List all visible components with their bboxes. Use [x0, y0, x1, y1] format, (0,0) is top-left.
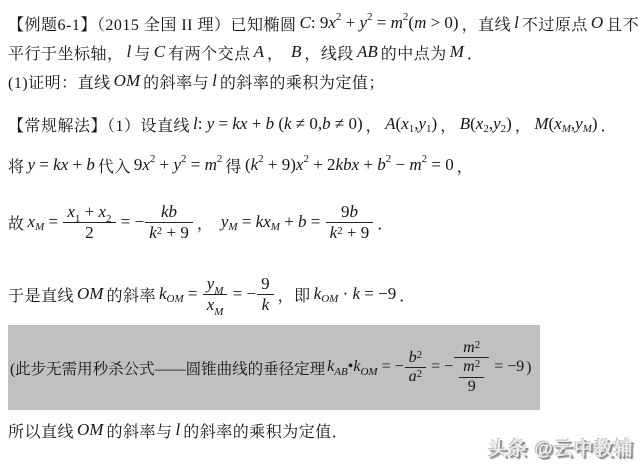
math-token: OM: [77, 284, 104, 303]
superscript: 2: [402, 11, 409, 23]
math-token: = 0: [427, 155, 454, 174]
math-token: x: [27, 212, 36, 231]
superscript: 2: [474, 338, 481, 351]
math-token: =: [372, 13, 391, 32]
text-segment: 的斜率的乘积为定值．: [183, 423, 349, 441]
text-segment: 与: [134, 45, 151, 63]
math-token: :: [197, 114, 207, 133]
math-token: = −9: [360, 284, 397, 303]
math-token: 9: [261, 273, 270, 293]
superscript: 2: [258, 153, 264, 165]
math-segment: [221, 202, 374, 242]
math-token: ,: [488, 114, 494, 133]
math-segment: [314, 284, 397, 304]
subscript: 1: [426, 123, 432, 135]
math-token: y: [493, 114, 501, 133]
math-token: = −: [427, 358, 454, 376]
math-token: y: [206, 114, 215, 133]
math-token: −: [391, 155, 410, 174]
math-token: ≠ 0,: [291, 114, 323, 133]
math-token: x: [67, 201, 75, 221]
superscript: 2: [303, 153, 309, 165]
math-token: B: [459, 114, 471, 133]
math-token: =: [214, 114, 233, 133]
math-segment: [254, 42, 264, 62]
math-token: m: [409, 155, 422, 174]
superscript: 2: [367, 11, 373, 23]
math-token: l: [175, 420, 181, 439]
solution-setup-line: [8, 108, 617, 140]
text-segment: 不过原点: [521, 16, 588, 34]
subscript: 1: [408, 123, 415, 135]
math-token: x: [206, 294, 215, 314]
math-token: x: [554, 114, 562, 133]
math-token: y: [220, 212, 229, 231]
math-token: k: [313, 284, 322, 303]
superscript: 2: [156, 224, 163, 237]
math-token: A: [385, 114, 396, 133]
math-token: =: [35, 155, 54, 174]
text-segment: 有两个交点: [168, 45, 251, 63]
math-segment: [77, 284, 103, 304]
math-token: kb: [161, 201, 178, 221]
math-token: =: [44, 212, 63, 231]
math-token: kbx: [335, 155, 360, 174]
text-segment: 的斜率的乘积为定值；: [219, 74, 385, 92]
math-token: OM: [113, 71, 141, 90]
text-segment: 的斜率与: [106, 423, 173, 441]
math-token: ): [506, 114, 512, 133]
math-token: b: [298, 212, 307, 231]
subscript: M: [582, 123, 592, 135]
math-token: +: [68, 155, 87, 174]
math-token: k: [327, 358, 335, 376]
text-segment: 【常规解法】（1）设直线: [8, 117, 191, 135]
math-token: •: [347, 358, 354, 376]
math-token: (: [408, 13, 415, 32]
fraction: [63, 202, 115, 242]
math-segment: [114, 71, 140, 91]
fraction: [145, 202, 193, 242]
math-token: l: [126, 42, 132, 61]
math-segment: [291, 42, 301, 62]
superscript: 2: [474, 358, 481, 371]
math-token: 9: [467, 377, 476, 395]
math-token: x: [401, 114, 409, 133]
text-segment: 将: [8, 158, 25, 176]
text-segment: ．: [466, 45, 484, 63]
math-token: AB: [356, 42, 378, 61]
superscript: 2: [385, 153, 392, 165]
math-token: M: [449, 42, 464, 61]
problem-statement-line-1: [8, 8, 639, 38]
text-segment: ，: [196, 215, 218, 233]
superscript: 2: [337, 224, 343, 237]
text-segment: 所以直线: [8, 423, 75, 441]
math-token: + 2: [308, 155, 336, 174]
math-token: k: [352, 284, 361, 303]
fraction: [203, 273, 228, 318]
math-token: l: [514, 13, 519, 32]
math-token: kx: [255, 212, 271, 231]
math-segment: [534, 114, 597, 134]
math-token: + 9): [263, 155, 296, 174]
math-token: m: [414, 13, 427, 32]
math-token: 9: [133, 155, 143, 174]
math-token: ): [431, 114, 438, 133]
math-segment: [385, 114, 437, 134]
math-token: =: [306, 212, 325, 231]
text-segment: 代入: [97, 158, 131, 176]
math-segment: [514, 13, 519, 33]
math-token: y: [359, 13, 368, 32]
math-segment: [591, 13, 603, 33]
text-segment: 的斜率与: [143, 74, 210, 92]
math-token: =: [183, 284, 202, 303]
math-token: b: [265, 114, 275, 133]
math-segment: [77, 420, 103, 440]
math-token: : 9: [310, 13, 329, 32]
math-token: + 9: [162, 222, 189, 242]
math-token: +: [155, 155, 174, 174]
fraction: [326, 202, 374, 242]
subscript: 2: [106, 212, 112, 225]
math-segment: [357, 42, 378, 62]
text-segment: 的斜率: [106, 287, 156, 305]
superscript: 2: [216, 153, 223, 165]
math-token: A: [253, 42, 265, 61]
subscript: 1: [74, 212, 81, 225]
math-segment: [245, 155, 454, 175]
text-segment: ，线段: [304, 45, 354, 63]
text-segment: ．: [399, 287, 416, 305]
question-line: [8, 68, 385, 94]
math-token: x: [475, 114, 484, 133]
math-token: (: [470, 114, 476, 133]
math-token: (: [395, 114, 402, 133]
math-token: m: [204, 155, 217, 174]
subscript: M: [35, 221, 45, 233]
math-token: +: [359, 155, 378, 174]
superscript: 2: [335, 11, 342, 23]
math-token: k: [261, 294, 270, 314]
math-token: x: [295, 155, 304, 174]
watermark: 头条 @云中教辅: [488, 439, 634, 460]
text-segment: (此步无需用秒杀公式——圆锥曲线的垂径定理: [10, 360, 326, 378]
math-token: +: [247, 114, 266, 133]
math-token: ·: [338, 284, 353, 303]
text-segment: 平行于坐标轴，: [8, 45, 124, 63]
math-token: k: [353, 358, 361, 376]
math-segment: [193, 114, 363, 134]
math-token: m: [463, 358, 475, 376]
math-token: b: [322, 114, 331, 133]
substitution-line: [8, 148, 473, 182]
math-token: l: [212, 71, 217, 90]
math-token: = −: [377, 358, 404, 376]
math-token: (: [244, 155, 251, 174]
fraction: [454, 339, 489, 396]
midpoint-line: [8, 194, 394, 250]
highlighted-note-box: [8, 325, 540, 410]
math-segment: [28, 202, 194, 242]
subscript: OM: [360, 366, 378, 379]
math-token: k: [283, 114, 292, 133]
math-token: x: [98, 201, 107, 221]
text-segment: ，: [267, 45, 289, 63]
fraction: [405, 349, 427, 387]
math-segment: [28, 155, 95, 175]
text-segment: 的中点为: [380, 45, 447, 63]
math-token: kx: [232, 114, 248, 133]
math-segment: [450, 42, 464, 62]
math-token: ≠ 0): [330, 114, 363, 133]
math-token: y: [418, 114, 427, 133]
math-token: y: [27, 155, 36, 174]
subscript: 2: [483, 123, 489, 135]
superscript: 2: [416, 348, 423, 361]
math-token: =: [237, 212, 256, 231]
text-segment: 得: [225, 158, 242, 176]
text-segment: ，即: [277, 287, 311, 305]
subscript: M: [228, 221, 238, 233]
math-token: M: [534, 114, 549, 133]
math-token: y: [206, 273, 215, 293]
math-token: (: [274, 114, 284, 133]
text-segment: ): [526, 358, 532, 376]
math-token: y: [173, 155, 182, 174]
math-token: l: [193, 114, 198, 133]
math-token: b: [408, 348, 417, 366]
math-token: +: [279, 212, 299, 231]
math-token: = −: [228, 284, 257, 303]
problem-statement-line-2: [8, 40, 483, 64]
math-token: x: [328, 13, 336, 32]
text-segment: 【例题6-1】（2015 全国 II 理）已知椭圆: [8, 16, 297, 34]
math-segment: [127, 42, 132, 62]
math-token: k: [250, 155, 259, 174]
slope-line: [8, 271, 416, 317]
math-token: OM: [77, 420, 104, 439]
math-token: + 9: [342, 222, 370, 242]
text-segment: ．: [600, 117, 618, 135]
subscript: 2: [500, 123, 507, 135]
math-token: +: [341, 13, 360, 32]
math-token: b: [349, 201, 358, 221]
math-token: ,: [414, 114, 419, 133]
math-token: B: [291, 42, 302, 61]
text-segment: 且不: [606, 16, 640, 34]
math-token: ,: [570, 114, 576, 133]
text-segment: ．: [377, 215, 394, 233]
superscript: 2: [416, 367, 423, 380]
math-token: k: [329, 222, 338, 242]
fraction: [257, 274, 274, 314]
text-segment: ，: [365, 117, 383, 135]
math-token: 2: [85, 222, 94, 242]
math-token: k: [149, 222, 157, 242]
math-segment: [175, 420, 180, 440]
text-segment: ，: [440, 117, 457, 135]
math-segment: [212, 71, 217, 91]
conclusion-line: [8, 417, 348, 443]
math-segment: [460, 114, 512, 134]
math-token: k: [158, 284, 167, 303]
math-segment: [134, 155, 223, 175]
math-token: (: [548, 114, 555, 133]
fraction: [459, 358, 484, 396]
text-segment: 于是直线: [8, 287, 75, 305]
superscript: 2: [149, 153, 156, 165]
subscript: AB: [334, 366, 348, 379]
math-token: C: [299, 13, 311, 32]
math-token: y: [575, 114, 583, 133]
subscript: M: [214, 305, 224, 318]
math-token: +: [80, 201, 99, 221]
subscript: OM: [166, 293, 184, 305]
math-token: m: [463, 338, 475, 356]
text-segment: ，: [514, 117, 532, 135]
math-token: kx: [53, 155, 69, 174]
subscript: M: [561, 123, 571, 135]
math-token: = −9: [490, 358, 525, 376]
math-segment: [154, 42, 165, 62]
math-token: ): [591, 114, 598, 133]
subscript: M: [214, 284, 224, 297]
math-token: = −: [116, 212, 145, 231]
math-token: b: [86, 155, 95, 174]
math-token: 9: [340, 201, 350, 221]
math-token: =: [186, 155, 205, 174]
superscript: 2: [181, 153, 187, 165]
subscript: OM: [321, 293, 339, 305]
subscript: M: [270, 221, 280, 233]
text-segment: (1)证明：直线: [8, 74, 111, 92]
math-token: b: [377, 155, 386, 174]
text-segment: ，直线: [461, 16, 512, 34]
math-token: a: [408, 367, 417, 385]
math-segment: [158, 273, 275, 318]
superscript: 2: [421, 153, 428, 165]
math-token: x: [142, 155, 150, 174]
math-token: O: [590, 13, 604, 32]
math-segment: [327, 339, 524, 396]
text-segment: 故: [8, 215, 25, 233]
math-token: C: [153, 42, 166, 61]
text-segment: ，: [456, 158, 474, 176]
math-segment: [300, 13, 459, 33]
math-token: > 0): [426, 13, 459, 32]
math-token: m: [390, 13, 403, 32]
